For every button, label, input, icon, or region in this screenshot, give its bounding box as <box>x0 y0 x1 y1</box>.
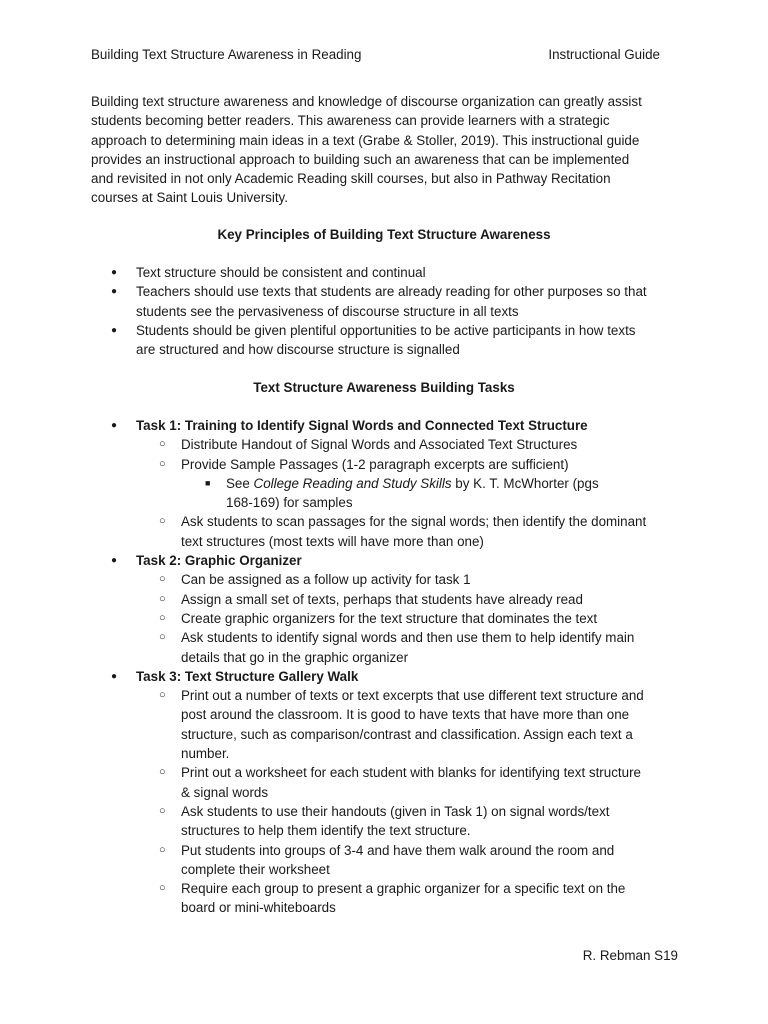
task-subitem: ○ Print out a worksheet for each student with blanks for identifying text structure & signal words <box>136 763 691 802</box>
task-title: Task 3: Text Structure Gallery Walk <box>136 668 359 684</box>
task-item <box>91 667 691 918</box>
tasks-heading: Text Structure Awareness Building Tasks <box>253 380 515 395</box>
book-title: College Reading and Study Skills <box>253 475 452 491</box>
task-subitem: ○ Ask students to use their handouts (given in Task 1) on signal words/text structures to help them identify the text structure. <box>136 802 691 841</box>
intro-line: provides an instructional approach to building such an awareness that can be implemented <box>91 151 630 167</box>
task-title: Task 2: Graphic Organizer <box>136 553 302 569</box>
task-subitem: ○ Distribute Handout of Signal Words and Associated Text Structures <box>136 435 691 454</box>
task-item <box>91 551 691 667</box>
principle-item: ● Teachers should use texts that students are already reading for other purposes so that students see the pervasiveness of discourse structure in all texts <box>91 282 691 321</box>
page-header <box>91 45 660 64</box>
intro-line: Building text structure awareness and knowledge of discourse organization can greatly assist <box>91 94 642 109</box>
task-subitem: ○ Can be assigned as a follow up activity for task 1 <box>136 570 691 589</box>
task-subitem: ○ Put students into groups of 3-4 and have them walk around the room and complete their worksheet <box>136 841 691 880</box>
task-subitem: ○ Require each group to present a graphic organizer for a specific text on the board or mini-whiteboards <box>136 879 691 918</box>
intro-paragraph <box>91 92 691 208</box>
header-title: Building Text Structure Awareness in Reading <box>91 47 362 62</box>
task-item <box>91 416 691 551</box>
intro-line: and revisited in not only Academic Reading skill courses, but also in Pathway Recitation <box>91 171 611 187</box>
task-detail: ■ See College Reading and Study Skills by K. T. McWhorter (pgs 168-169) for samples <box>181 474 691 513</box>
task-title: Task 1: Training to Identify Signal Words and Connected Text Structure <box>136 418 588 433</box>
tasks-list <box>91 416 691 918</box>
task-subitems <box>136 570 691 666</box>
intro-line: approach to determining main ideas in a text (Grabe & Stoller, 2019). This instructional guide <box>91 132 640 148</box>
task-subitem: ○ Assign a small set of texts, perhaps that students have already read <box>136 590 691 609</box>
task-subitem: ○ Create graphic organizers for the text structure that dominates the text <box>136 609 691 628</box>
header-doc-type: Instructional Guide <box>548 47 660 62</box>
principle-item: ● Text structure should be consistent and continual <box>91 263 691 282</box>
task-subitem: ○ Ask students to scan passages for the signal words; then identify the dominant text structures (most texts will have more than one) <box>136 512 691 551</box>
task-detail-list <box>181 474 691 513</box>
intro-line: courses at Saint Louis University. <box>91 190 288 206</box>
principles-list <box>91 263 691 359</box>
task-subitem: ○ Provide Sample Passages (1-2 paragraph excerpts are sufficient) ■ See College Reading and Study Skills by K. T. McWhorter (pgs 168-169) for samples <box>136 455 691 513</box>
task-subitems <box>136 435 691 551</box>
task-subitem: ○ Ask students to identify signal words and then use them to help identify main details that go in the graphic organizer <box>136 628 691 667</box>
task-subitems <box>136 686 691 918</box>
task-subitem: ○ Print out a number of texts or text excerpts that use different text structure and post around the classroom. It is good to have texts that have more than one structure, such as comparison/contrast and classification. Assign each text a number. <box>136 686 691 763</box>
principle-item: ● Students should be given plentiful opportunities to be active participants in how texts are structured and how discourse structure is signalled <box>91 321 691 360</box>
page-footer: R. Rebman S19 <box>582 948 678 963</box>
principles-heading: Key Principles of Building Text Structure Awareness <box>217 227 551 242</box>
intro-line: students becoming better readers. This awareness can provide learners with a strategic <box>91 113 610 129</box>
